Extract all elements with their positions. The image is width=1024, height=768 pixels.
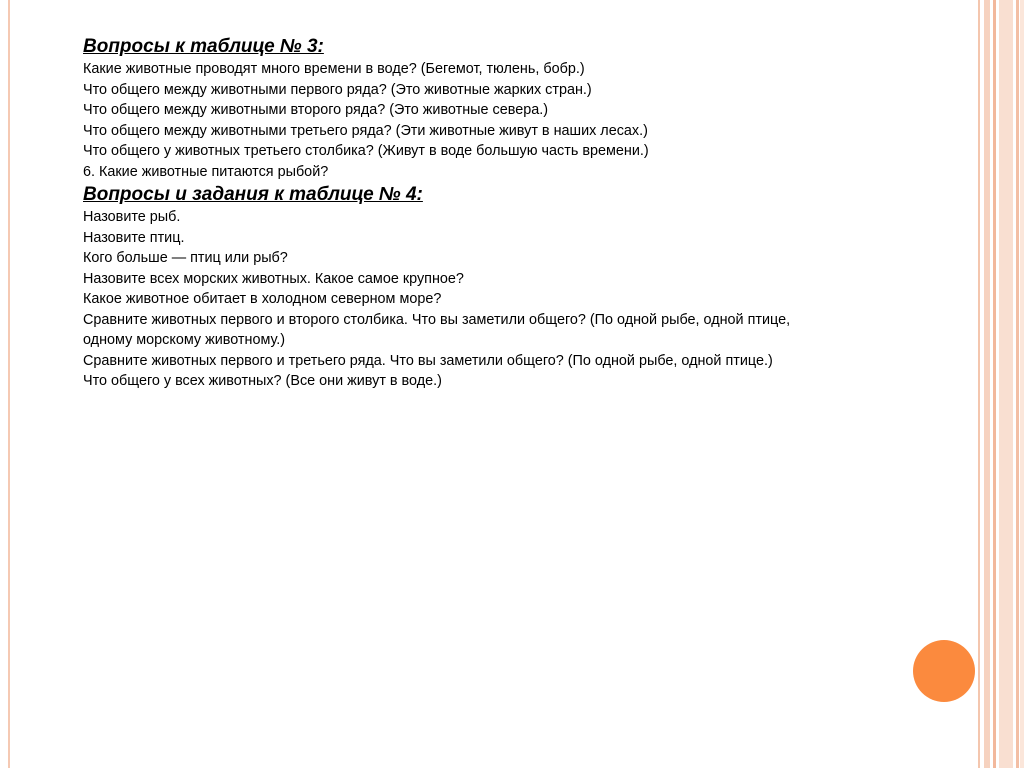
slide-content (83, 34, 963, 392)
section-4-line: Что общего у всех животных? (Все они живут в воде.) (83, 373, 442, 389)
right-decoration-stripe (978, 0, 980, 768)
left-border-line (8, 0, 10, 768)
section-4-line: Назовите всех морских животных. Какое самое крупное? (83, 270, 464, 287)
section-4-line: Назовите птиц. (83, 229, 185, 246)
section-4-line: Назовите рыб. (83, 209, 181, 225)
section-4-line: Сравните животных первого и второго столбика. Что вы заметили общего? (По одной рыбе, одной птице, одному морскому животному.) (83, 311, 791, 348)
right-decoration-stripe (984, 0, 990, 768)
section-3-line: Что общего между животными третьего ряда? (Эти животные живут в наших лесах.) (83, 122, 648, 139)
section-3-heading: Вопросы к таблице № 3: (83, 36, 324, 57)
right-decoration-stripe (999, 0, 1013, 768)
section-4-line: Какое животное обитает в холодном северном море? (83, 291, 442, 307)
section-3-line: 6. Какие животные питаются рыбой? (83, 163, 329, 180)
section-3-line: Что общего между животными второго ряда? (Это животные севера.) (83, 102, 548, 118)
section-3-line: Что общего между животными первого ряда? (Это животные жарких стран.) (83, 81, 592, 98)
right-decoration-stripe (1020, 0, 1024, 768)
right-decoration-stripe (993, 0, 996, 768)
section-4-heading: Вопросы и задания к таблице № 4: (83, 184, 423, 205)
section-3-line: Что общего у животных третьего столбика? (Живут в воде большую часть времени.) (83, 143, 649, 159)
right-decoration-stripe (1016, 0, 1019, 768)
decorative-circle (913, 640, 975, 702)
section-3-line: Какие животные проводят много времени в воде? (Бегемот, тюлень, бобр.) (83, 61, 585, 77)
section-4-line: Кого больше — птиц или рыб? (83, 250, 288, 266)
section-4-line: Сравните животных первого и третьего ряда. Что вы заметили общего? (По одной рыбе, одной птице.) (83, 352, 773, 369)
